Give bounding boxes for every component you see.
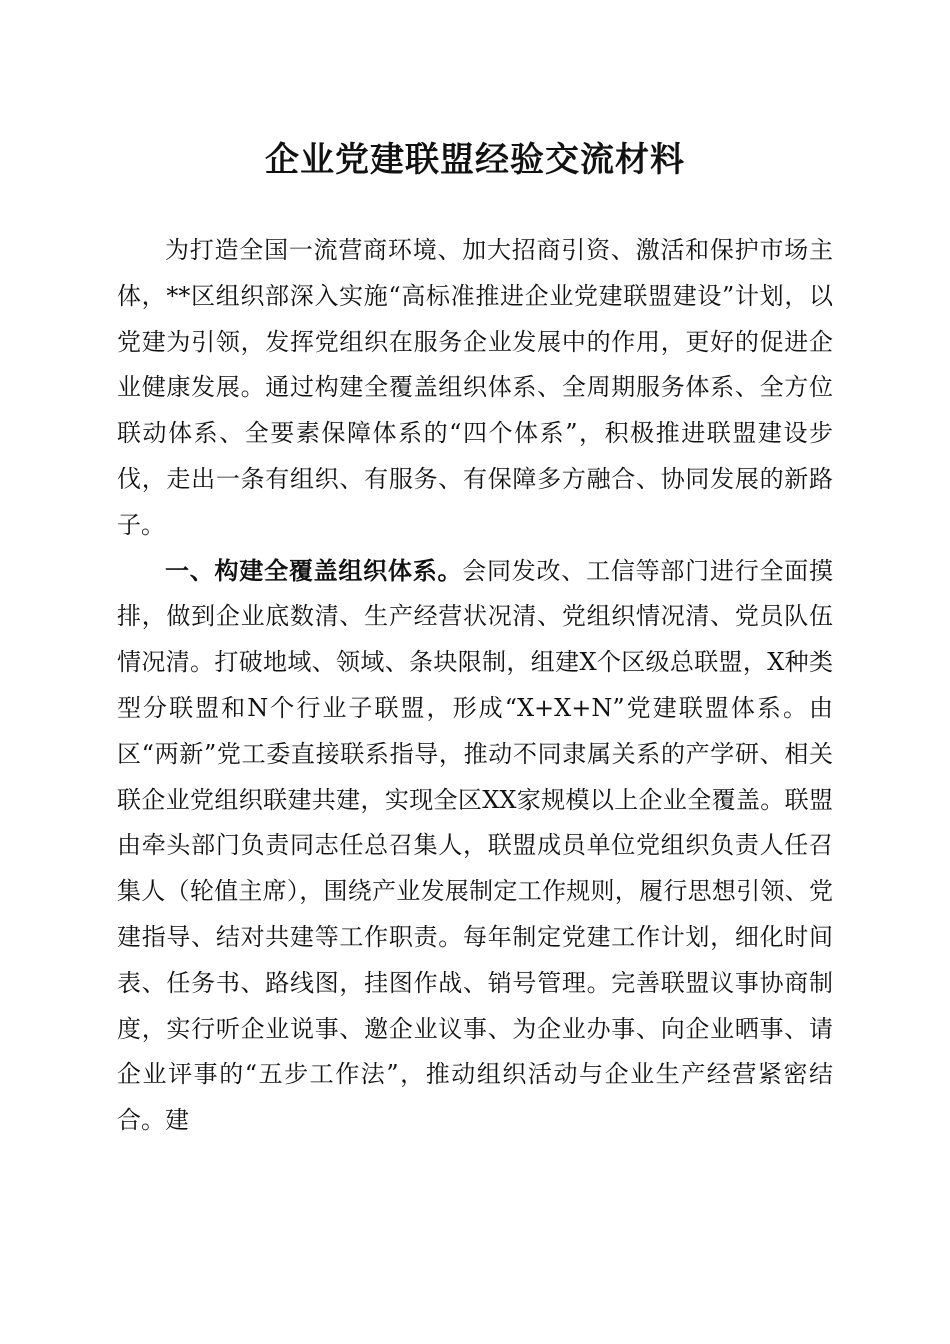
section-one-text: 会同发改、工信等部门进行全面摸排，做到企业底数清、生产经营状况清、党组织情况清、党员队伍情况清。打破地域、领域、条块限制，组建X个区级总联盟，X种类型分联盟和N个行业子联盟，形成“X+X+N”党建联盟体系。由区“两新”党工委直接联系指导，推动不同隶属关系的产学研、相关联企业党组织联建共建，实现全区XX家规模以上企业全覆盖。联盟由牵头部门负责同志任总召集人，联盟成员单位党组织负责人任召集人（轮值主席），围绕产业发展制定工作规则，履行思想引领、党建指导、结对共建等工作职责。每年制定党建工作计划，细化时间表、任务书、路线图，挂图作战、销号管理。完善联盟议事协商制度，实行听企业说事、邀企业议事、为企业办事、向企业晒事、请企业评事的“五步工作法”，推动组织活动与企业生产经营紧密结合。建	[117, 556, 834, 1135]
intro-paragraph	[117, 228, 833, 549]
section-one-paragraph	[117, 549, 833, 1144]
intro-paragraph-text: 为打造全国一流营商环境、加大招商引资、激活和保护市场主体，**区组织部深入实施“高标准推进企业党建联盟建设”计划，以党建为引领，发挥党组织在服务企业发展中的作用，更好的促进企业健康发展。通过构建全覆盖组织体系、全周期服务体系、全方位联动体系、全要素保障体系的“四个体系”，积极推进联盟建设步伐，走出一条有组织、有服务、有保障多方融合、协同发展的新路子。	[117, 236, 833, 539]
section-one-heading: 一、构建全覆盖组织体系。	[165, 556, 463, 585]
document-body	[117, 228, 833, 1144]
document-title: 企业党建联盟经验交流材料	[265, 140, 685, 180]
